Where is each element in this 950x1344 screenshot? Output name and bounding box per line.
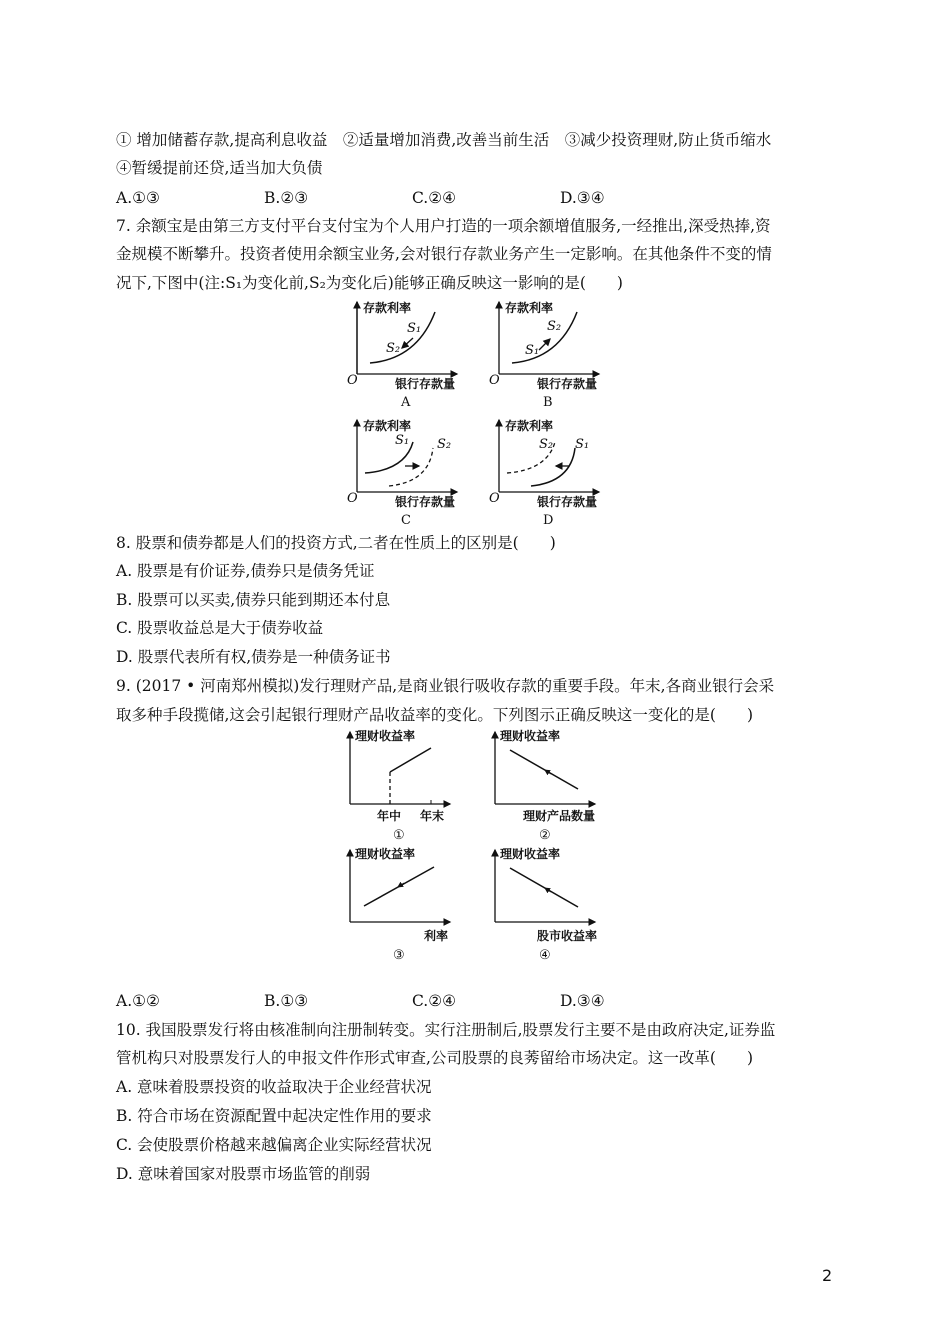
svg-text:理财产品数量: 理财产品数量 <box>523 809 596 823</box>
svg-text:O: O <box>489 491 500 506</box>
q7-panel-a <box>347 300 457 410</box>
q9-line: 9. (2017 • 河南郑州模拟)发行理财产品,是商业银行吸收存款的重要手段。年末,各商业银行会采 <box>116 677 775 695</box>
q7-line: 7. 余额宝是由第三方支付平台支付宝为个人用户打造的一项余额增值服务,一经推出,深受热捧,资 <box>116 217 771 235</box>
q8-line: 8. 股票和债券都是人们的投资方式,二者在性质上的区别是( ) <box>116 534 556 552</box>
svg-text:S₁: S₁ <box>525 343 540 358</box>
svg-text:理财收益率: 理财收益率 <box>500 847 561 861</box>
q10-option: B. 符合市场在资源配置中起决定性作用的要求 <box>116 1107 432 1125</box>
svg-text:C: C <box>401 513 411 528</box>
q9-panel-2 <box>495 728 595 843</box>
page-number: 2 <box>822 1266 833 1285</box>
q10-option: D. 意味着国家对股票市场监管的削弱 <box>116 1165 371 1183</box>
q6-choice4: ④暂缓提前还贷,适当加大负债 <box>116 159 323 177</box>
svg-text:D: D <box>543 513 554 528</box>
svg-text:理财收益率: 理财收益率 <box>500 729 561 743</box>
svg-text:理财收益率: 理财收益率 <box>355 847 416 861</box>
q8-option: B. 股票可以买卖,债券只能到期还本付息 <box>116 591 391 609</box>
svg-text:存款利率: 存款利率 <box>363 301 412 315</box>
svg-text:S₂: S₂ <box>437 437 452 452</box>
svg-text:S₂: S₂ <box>386 341 401 356</box>
q7-panel-c <box>347 418 457 528</box>
q9-panel-1 <box>350 728 450 843</box>
svg-text:O: O <box>489 373 500 388</box>
q9-panel-4 <box>495 846 597 963</box>
svg-text:年末: 年末 <box>420 809 445 823</box>
svg-text:S₂: S₂ <box>547 319 562 334</box>
option: A.①③ <box>116 189 160 207</box>
svg-text:存款利率: 存款利率 <box>363 419 412 433</box>
svg-text:利率: 利率 <box>424 929 449 943</box>
q7-panel-b <box>489 300 599 410</box>
q7-line: 况下,下图中(注:S₁为变化前,S₂为变化后)能够正确反映这一影响的是( ) <box>116 274 623 292</box>
svg-text:股市收益率: 股市收益率 <box>537 929 598 943</box>
svg-text:S₂: S₂ <box>539 437 554 452</box>
q8-option: A. 股票是有价证券,债券只是债务凭证 <box>116 562 375 580</box>
q9-panel-3 <box>350 846 450 963</box>
svg-text:②: ② <box>539 828 551 843</box>
svg-text:A: A <box>401 395 411 410</box>
svg-text:O: O <box>347 491 358 506</box>
svg-text:B: B <box>543 395 553 410</box>
option: B.①③ <box>264 992 309 1010</box>
q10-option: A. 意味着股票投资的收益取决于企业经营状况 <box>116 1078 432 1096</box>
option: C.②④ <box>412 189 457 207</box>
svg-text:①: ① <box>393 828 405 843</box>
svg-text:银行存款量: 银行存款量 <box>537 495 598 509</box>
svg-text:③: ③ <box>393 948 405 963</box>
option: D.③④ <box>560 992 605 1010</box>
q7-panel-d <box>489 418 599 528</box>
q6-choices: ① 增加储蓄存款,提高利息收益 ②适量增加消费,改善当前生活 ③减少投资理财,防止货币缩水 <box>116 131 772 149</box>
svg-text:存款利率: 存款利率 <box>505 419 554 433</box>
q7-line: 金规模不断攀升。投资者使用余额宝业务,会对银行存款业务产生一定影响。在其他条件不变的情 <box>116 245 772 263</box>
q10-line: 管机构只对股票发行人的申报文件作形式审查,公司股票的良莠留给市场决定。这一改革( ) <box>116 1049 754 1067</box>
svg-text:银行存款量: 银行存款量 <box>537 377 598 391</box>
q9-line: 取多种手段揽储,这会引起银行理财产品收益率的变化。下列图示正确反映这一变化的是( ) <box>116 706 754 724</box>
svg-text:理财收益率: 理财收益率 <box>355 729 416 743</box>
svg-text:S₁: S₁ <box>575 437 590 452</box>
q8-option: C. 股票收益总是大于债券收益 <box>116 619 324 637</box>
svg-text:S₁: S₁ <box>395 433 410 448</box>
option: D.③④ <box>560 189 605 207</box>
svg-text:O: O <box>347 373 358 388</box>
svg-text:银行存款量: 银行存款量 <box>395 495 456 509</box>
q10-line: 10. 我国股票发行将由核准制向注册制转变。实行注册制后,股票发行主要不是由政府决定,证券监 <box>116 1021 776 1039</box>
option: B.②③ <box>264 189 309 207</box>
option: C.②④ <box>412 992 457 1010</box>
q8-option: D. 股票代表所有权,债券是一种债务证书 <box>116 648 391 666</box>
svg-text:④: ④ <box>539 948 551 963</box>
svg-text:年中: 年中 <box>377 809 402 823</box>
option: A.①② <box>116 992 160 1010</box>
q10-option: C. 会使股票价格越来越偏离企业实际经营状况 <box>116 1136 432 1154</box>
q9-options <box>116 991 708 1011</box>
svg-text:存款利率: 存款利率 <box>505 301 554 315</box>
svg-text:S₁: S₁ <box>407 321 422 336</box>
svg-text:银行存款量: 银行存款量 <box>395 377 456 391</box>
